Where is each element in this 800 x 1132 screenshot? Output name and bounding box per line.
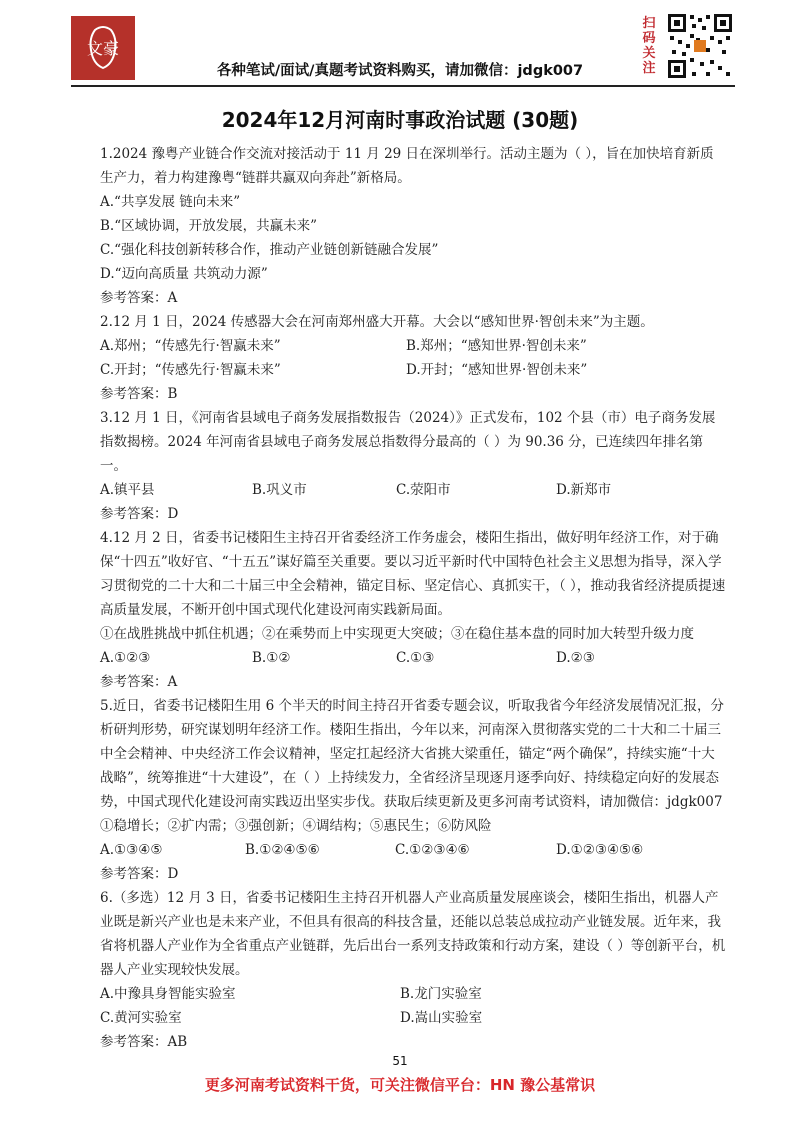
option: C.①②③④⑥ [395, 842, 470, 858]
answer: 参考答案：A [100, 674, 178, 690]
option: A.①③④⑤ [100, 842, 163, 858]
option: A.中豫具身智能实验室 [100, 986, 236, 1002]
answer: 参考答案：AB [100, 1034, 188, 1050]
page-title: 2024年12月河南时事政治试题 (30题) [221, 108, 579, 132]
option: A.郑州；“传感先行·智赢未来” [100, 338, 281, 354]
question-2 [100, 310, 726, 406]
option: C.黄河实验室 [100, 1010, 182, 1026]
option: D.嵩山实验室 [400, 1010, 483, 1026]
options-row [100, 478, 726, 502]
question-stem: 2.12 月 1 日，2024 传感器大会在河南郑州盛大开幕。大会以“感知世界·智创未来”为主题。 [100, 314, 654, 330]
options-row [100, 334, 726, 358]
option: A.①②③ [100, 650, 151, 666]
option: D.②③ [556, 650, 595, 666]
question-list [100, 142, 726, 1054]
answer: 参考答案：D [100, 866, 179, 882]
option: D.开封；“感知世界·智创未来” [406, 362, 588, 378]
answer: 参考答案：A [100, 290, 178, 306]
question-5 [100, 694, 726, 886]
option: C.荥阳市 [396, 482, 451, 498]
option: D.①②③④⑤⑥ [556, 842, 644, 858]
footer-ad-text: 更多河南考试资料干货，可关注微信平台：HN 豫公基常识 [204, 1076, 596, 1094]
option: A.镇平县 [100, 482, 155, 498]
question-3 [100, 406, 726, 526]
question-6 [100, 886, 726, 1054]
question-4 [100, 526, 726, 694]
option: B.郑州；“感知世界·智创未来” [406, 338, 587, 354]
header-ad-text: 各种笔试/面试/真题考试资料购买，请加微信：jdgk007 [216, 63, 584, 79]
question-stem: 6.（多选）12 月 3 日，省委书记楼阳生主持召开机器人产业高质量发展座谈会，楼阳生指出，机器人产业既是新兴产业也是未来产业，不但具有很高的科技含量，还能以总装总成拉动产业链发展。近年来，我省将机器人产业作为全省重点产业链群，先后出台一系列支持政策和行动方案，建设（ ）等创新平台，机器人产业实现较快发展。 [100, 890, 726, 978]
question-sub-items: ①在战胜挑战中抓住机遇；②在乘势而上中实现更大突破；③在稳住基本盘的同时加大转型升级力度 [100, 626, 694, 642]
options-row [100, 982, 726, 1006]
scan-follow-label: 扫码关注 [642, 16, 656, 76]
options-row [100, 358, 726, 382]
option: B.巩义市 [252, 482, 307, 498]
answer: 参考答案：D [100, 506, 179, 522]
option: C.①③ [396, 650, 435, 666]
header-divider [71, 85, 735, 87]
option: A.“共享发展 链向未来” [100, 194, 241, 210]
option: B.①②④⑤⑥ [245, 842, 320, 858]
question-1 [100, 142, 726, 310]
option: D.新郑市 [556, 482, 612, 498]
answer: 参考答案：B [100, 386, 178, 402]
question-stem: 1.2024 豫粤产业链合作交流对接活动于 11 月 29 日在深圳举行。活动主题为（ ），旨在加快培育新质生产力，着力构建豫粤“链群共赢双向奔赴”新格局。 [100, 146, 714, 186]
logo-text: 文豪 [86, 39, 120, 58]
option: B.“区域协调，开放发展，共赢未来” [100, 218, 318, 234]
options-row [100, 646, 726, 670]
option: C.“强化科技创新转移合作，推动产业链创新链融合发展” [100, 242, 439, 258]
page-number: 51 [392, 1054, 408, 1068]
option: D.“迈向高质量 共筑动力源” [100, 266, 268, 282]
option: C.开封；“传感先行·智赢未来” [100, 362, 281, 378]
question-stem: 5.近日，省委书记楼阳生用 6 个半天的时间主持召开省委专题会议，听取我省今年经济发展情况汇报，分析研判形势，研究谋划明年经济工作。楼阳生指出，今年以来，河南深入贯彻落实党的二十大和二十届三中全会精神、中央经济工作会议精神，坚定扛起经济大省挑大梁重任，锚定“两个确保”，持续实施“十大战略”，统筹推进“十大建设”，在（ ）上持续发力，全省经济呈现逐月逐季向好、持续稳定向好的发展态势，中国式现代化建设河南实践迈出坚实步伐。获取后续更新及更多河南考试资料，请加微信：jdgk007 [100, 698, 725, 810]
option: B.①② [252, 650, 291, 666]
options-row [100, 1006, 726, 1030]
question-sub-items: ①稳增长；②扩内需；③强创新；④调结构；⑤惠民生；⑥防风险 [100, 818, 492, 834]
question-stem: 4.12 月 2 日，省委书记楼阳生主持召开省委经济工作务虚会，楼阳生指出，做好明年经济工作，对于确保“十四五”收好官、“十五五”谋好篇至关重要。要以习近平新时代中国特色社会主义思想为指导，深入学习贯彻党的二十大和二十届三中全会精神，锚定目标、坚定信心、真抓实干，（ ），推动我省经济提质提速高质量发展，不断开创中国式现代化建设河南实践新局面。 [100, 530, 726, 618]
options-row [100, 838, 726, 862]
option: B.龙门实验室 [400, 986, 482, 1002]
question-stem: 3.12 月 1 日，《河南省县域电子商务发展指数报告（2024）》正式发布，102 个县（市）电子商务发展指数揭榜。2024 年河南省县域电子商务发展总指数得分最高的（ ）为 90.36 分，已连续四年排名第一。 [100, 410, 716, 474]
